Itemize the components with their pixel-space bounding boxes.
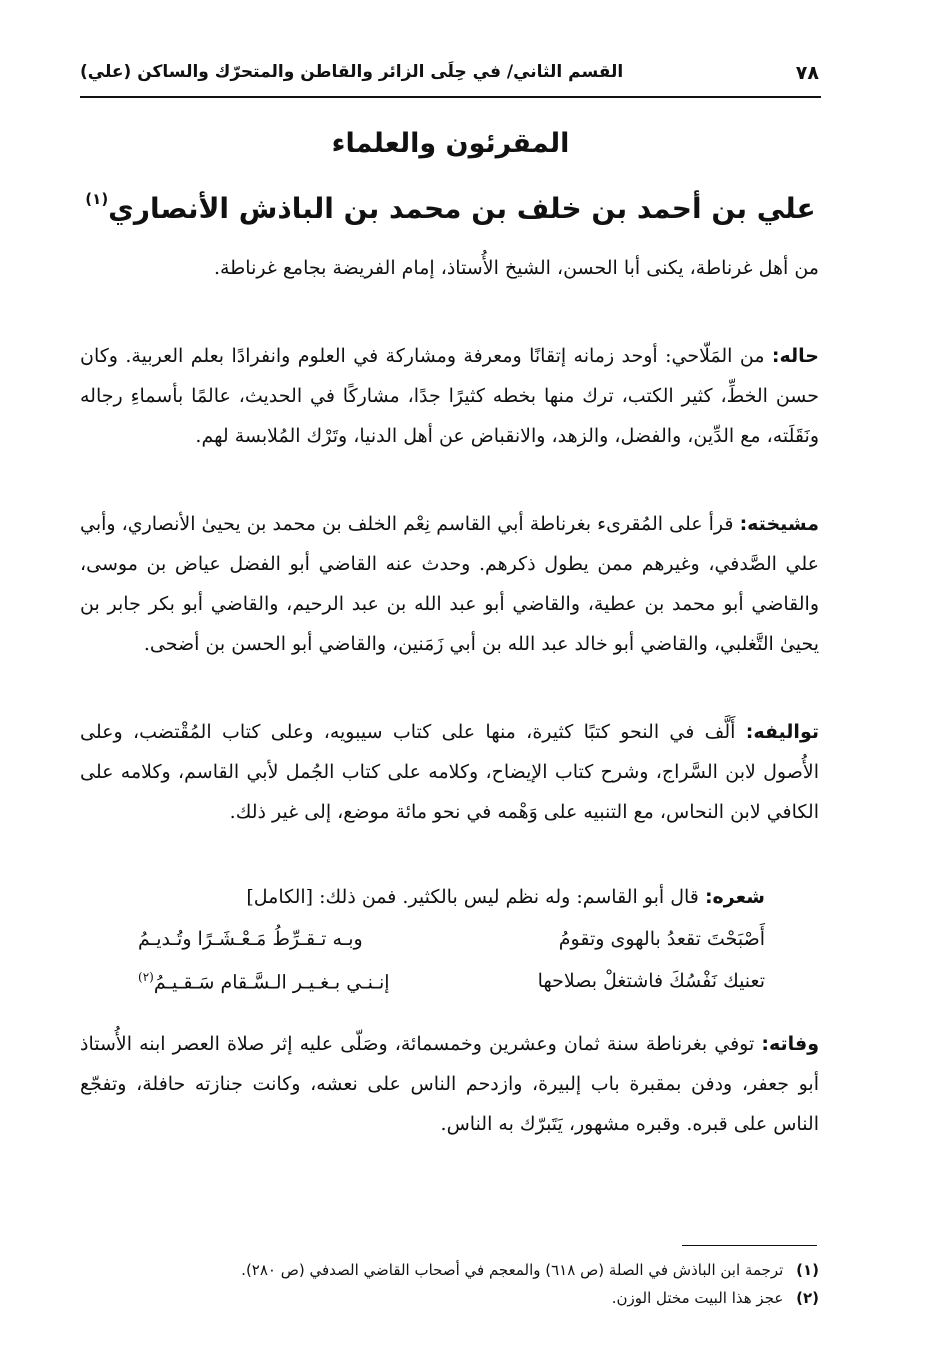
footnote-1-text: ترجمة ابن الباذش في الصلة (ص ٦١٨) والمعجم في أصحاب القاضي الصدفي (ص ٢٨٠). [241, 1261, 784, 1279]
wafat-paragraph [80, 1024, 819, 1144]
header-rule [80, 96, 821, 98]
intro-paragraph [80, 248, 819, 288]
poem-line-1-hemistich-1: أَصْبَحْتَ تقعدُ بالهوى وتقومُ [558, 928, 765, 950]
footnote-2-marker: (٢) [796, 1289, 819, 1307]
tawalif-text: أَلَّف في النحو كتبًا كثيرة، منها على كتاب سيبويه، وعلى كتاب المُقْتضب، وعلى الأُصول لابن السَّراج، وشرح كتاب الإيضاح، وكلامه على كتاب الجُمل لأبي القاسم، وكلامه على الكافي لابن النحاس، مع التنبيه على وَهْمه في نحو مائة موضع، إلى غير ذلك. [80, 721, 819, 823]
tawalif-paragraph [80, 712, 819, 832]
mashyakha-paragraph [80, 504, 819, 664]
footnote-2 [80, 1284, 819, 1312]
tawalif-label: تواليفه: [745, 721, 819, 743]
mashyakha-text: قرأ على المُقرىء بغرناطة أبي القاسم نِعْم الخلف بن محمد بن يحيىٰ الأنصاري، وأبي علي الصَّدفي، وغيرهم ممن يطول ذكرهم. وحدث عنه القاضي أبو الفضل عياض بن موسى، والقاضي أبو محمد بن عطية، والقاضي أبو عبد الله بن عبد الرحيم، والقاضي أبو بكر جابر بن يحيىٰ التَّغلبي، والقاضي أبو خالد عبد الله بن أبي زَمَنين، والقاضي أبو الحسن بن أضحى. [80, 513, 819, 655]
footnote-ref-2: (٢) [138, 970, 154, 984]
footnote-1-marker: (١) [796, 1261, 819, 1279]
hal-text: من المَلّاحي: أوحد زمانه إتقانًا ومعرفة ومشاركة في العلوم وانفرادًا بعلم العربية. وكان حسن الخطِّ، كثير الكتب، ترك منها بخطه كثيرًا جدًا، مشاركًا في الحديث، عالمًا بأسماءِ رجاله ونَقَلَته، مع الدِّين، والفضل، والزهد، والانقباض عن أهل الدنيا، وتَرْك المُلابسة لهم. [80, 345, 819, 447]
shir-label: شعره: [704, 886, 765, 908]
poem-line-1-hemistich-2: وبـه تـقـرِّطُ مَـعْـشَـرًا وتُـديـمُ [138, 928, 363, 950]
poem-line-2-text: إنـنـي بـغـيـر الـسَّـقام سَـقـيـمُ [153, 971, 390, 994]
poem-line-2-hemistich-1: تعنيك نَفْسُكَ فاشتغلْ بصلاحها [537, 970, 765, 992]
hal-paragraph [80, 336, 819, 456]
poem-line-2-hemistich-2 [138, 970, 390, 993]
shir-text: قال أبو القاسم: وله نظم ليس بالكثير. فمن ذلك: [الكامل] [246, 886, 699, 908]
footnote-rule [682, 1245, 817, 1246]
wafat-text: توفي بغرناطة سنة ثمان وعشرين وخمسمائة، وصَلّى عليه إثر صلاة العصر ابنه الأُستاذ أبو جعفر، ودفن بمقبرة باب إلبيرة، وازدحم الناس على نعشه، وكانت جنازته حافلة، وتفجّع الناس على قبره. وقبره مشهور، يَتَبرّك به الناس. [80, 1033, 819, 1135]
footnote-ref-1: (١) [85, 190, 109, 208]
running-head: القسم الثاني/ في حِلَى الزائر والقاطن والمتحرّك والساكن (علي) [80, 62, 624, 82]
page-header [80, 62, 819, 96]
hal-label: حاله: [771, 345, 819, 367]
page-number: ٧٨ [795, 62, 819, 84]
entry-name: علي بن أحمد بن خلف بن محمد بن الباذش الأنصاري [108, 192, 816, 225]
entry-title [80, 190, 821, 225]
footnote-1 [80, 1256, 819, 1284]
mashyakha-label: مشيخته: [739, 513, 819, 535]
shir-paragraph [80, 877, 765, 917]
wafat-label: وفاته: [761, 1033, 820, 1055]
intro-text: من أهل غرناطة، يكنى أبا الحسن، الشيخ الأُستاذ، إمام الفريضة بجامع غرناطة. [213, 257, 819, 279]
chapter-title: المقرئون والعلماء [331, 128, 570, 159]
footnote-2-text: عجز هذا البيت مختل الوزن. [611, 1289, 784, 1307]
